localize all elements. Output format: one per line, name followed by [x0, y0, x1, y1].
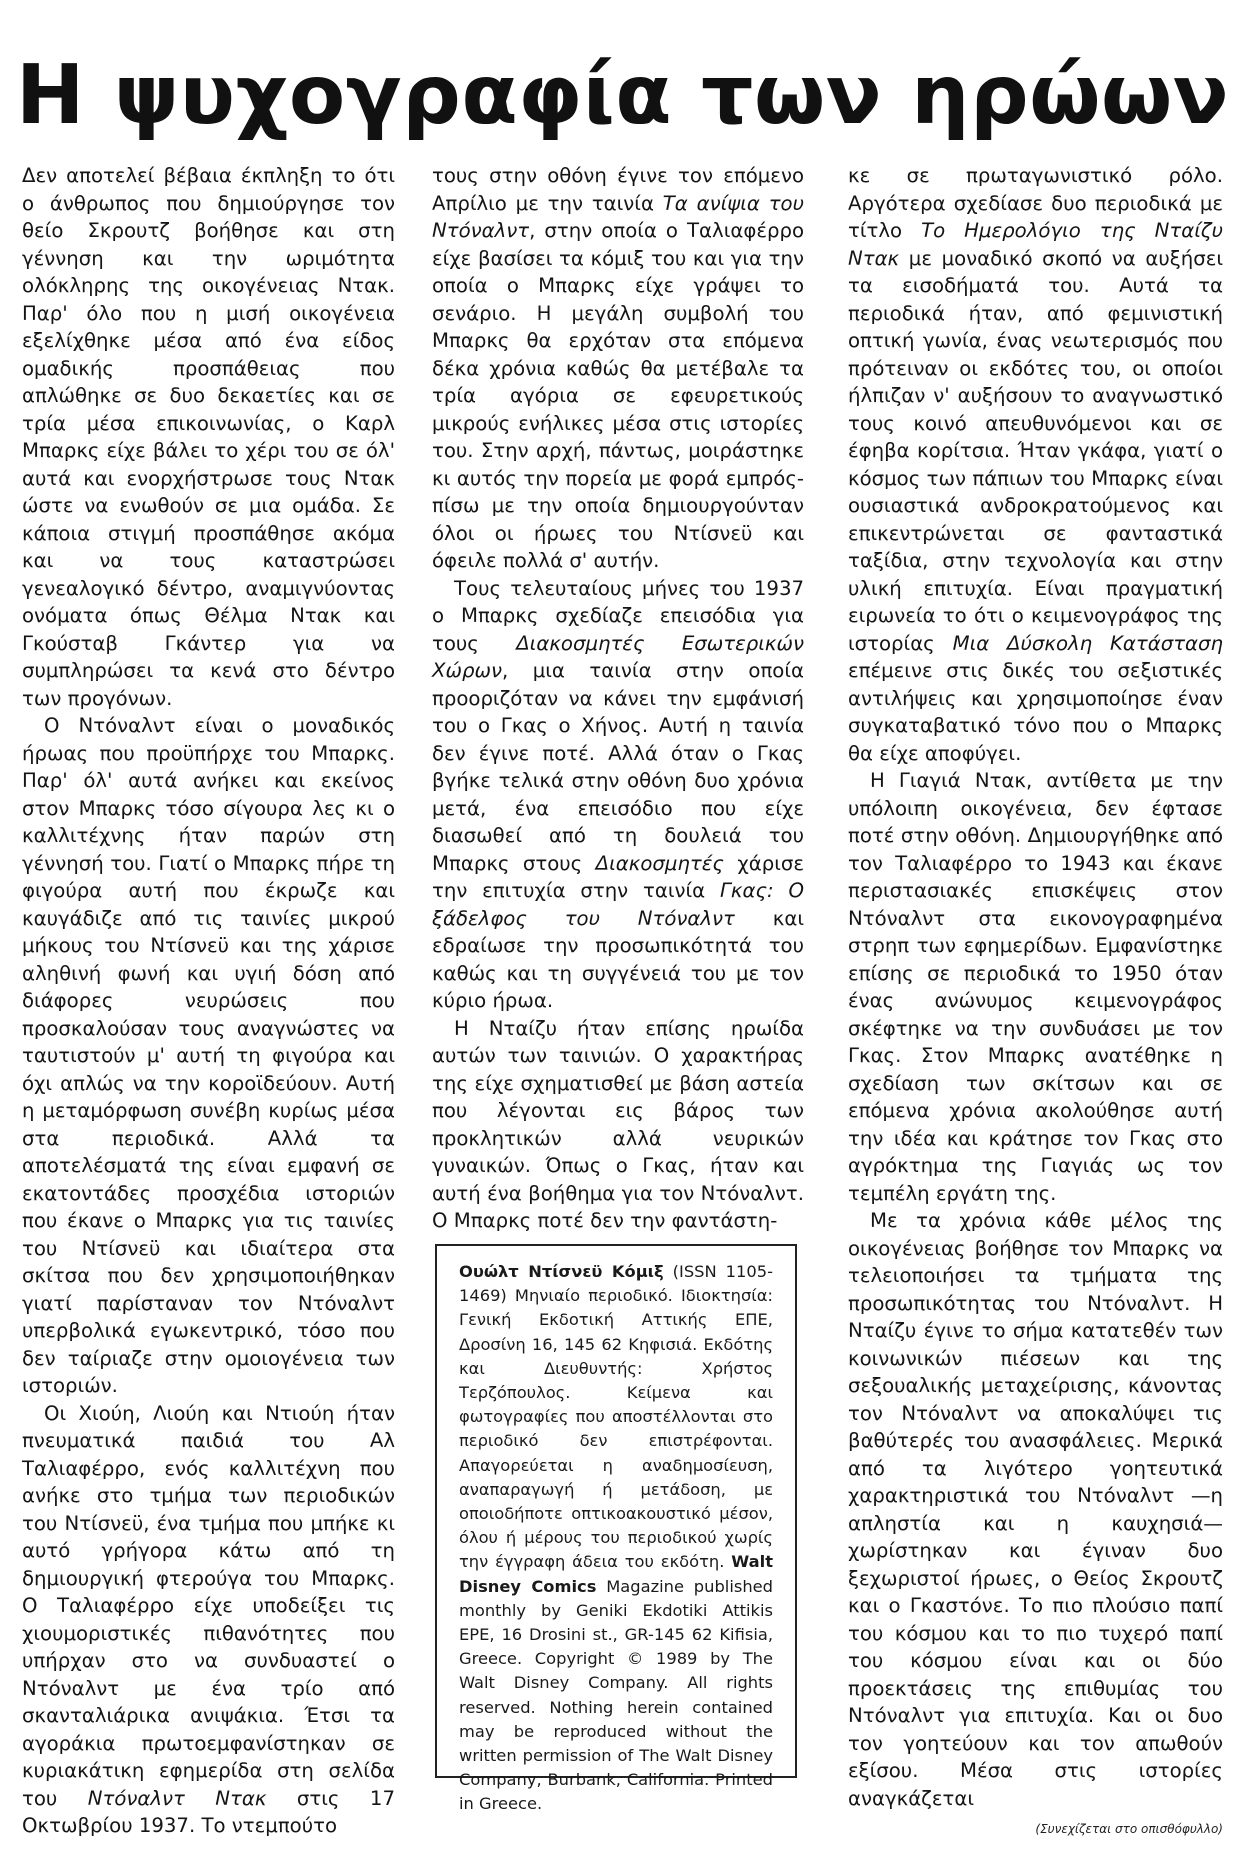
italic-title: Γκας: Ο ξάδελφος του Ντόναλντ	[432, 879, 804, 930]
paragraph	[848, 162, 1223, 767]
italic-title: Μια Δύσκολη Κατάσταση	[952, 631, 1223, 655]
italic-title: Το Ημερολόγιο της Νταίζυ Ντακ	[848, 219, 1223, 270]
paragraph	[432, 162, 804, 575]
text-column-2	[432, 162, 804, 1235]
text-run: , μια ταινία στην οποία προοριζόταν να κάνει την εμφάνισή του ο Γκας ο Χήνος. Αυτή η ταινία δεν έγινε ποτέ. Αλλά όταν ο Γκας βγήκε τελικά στην οθόνη δυο χρόνια μετά, ένα επεισόδιο που είχε διασωθεί από τη δουλειά του Μπαρκς στους	[432, 659, 804, 875]
text-run: στις 17 Οκτωβρίου 1937. Το ντεμπούτο	[22, 1786, 395, 1837]
paragraph: Η Γιαγιά Ντακ, αντίθετα με την υπόλοιπη οικογένεια, δεν έφτασε ποτέ στην οθόνη. Δημιουργήθηκε από τον Ταλιαφέρρο το 1943 και έκανε περιστασιακές επισκέψεις στον Ντόναλντ στα εικονογραφημένα στρηπ των εφημερίδων. Εμφανίστηκε επίσης σε περιοδικά το 1950 όταν ένας ανώνυμος κειμενογράφος σκέφτηκε να την συνδυάσει με τον Γκας. Στον Μπαρκς ανατέθηκε η σχεδίαση των σκίτσων και σε επόμενα χρόνια ακολούθησε αυτή την ιδέα και κράτησε τον Γκας στο αγρόκτημα της Γιαγιάς ως τον τεμπέλη εργάτη της.	[848, 769, 1223, 1205]
text-column-1	[22, 162, 395, 1840]
imprint-box	[435, 1244, 797, 1814]
paragraph	[432, 575, 804, 1015]
paragraph: Με τα χρόνια κάθε μέλος της οικογένειας βοήθησε τον Μπαρκς να τελειοποιήσει τα τμήματα της προσωπικότητας του Ντόναλντ. Η Νταίζυ έγινε το σήμα κατατεθέν των κοινωνικών πιέσεων και της σεξουαλικής μεταχείρισης, κάνοντας τον Ντόναλντ να αποκαλύψει τις βαθύτερές του ανασφάλειες. Μερικά από τα λιγότερο γοητευτικά χαρακτηριστικά του Ντόναλντ —η απληστία και η καυχησιά— χωρίστηκαν και έγιναν δυο ξεχωριστοί ήρωες, ο Θείος Σκρουτζ και ο Γκαστόνε. Το πιο πλούσιο παπί του κόσμου και το πιο τυχερό παπί του κόσμου είναι και οι δύο προεκτάσεις της επιθυμίας του Ντόναλντ για επιτυχία. Και οι δυο τον γοητεύουν και τον απωθούν εξίσου. Μέσα στις ιστορίες αναγκάζεται	[848, 1209, 1223, 1810]
article-title: Η ψυχογραφία των ηρώων	[15, 48, 1230, 143]
text-run: χάρισε την επιτυχία στην ταινία	[432, 851, 805, 902]
italic-title: Ντόναλντ Ντακ	[87, 1786, 267, 1810]
imprint-text-english: Magazine published monthly by Geniki Ekdotiki Attikis EPE, 16 Drosini st., GR-145 62 Kifisia, Greece. Copyright © 1989 by The Walt Disney Company. All rights reserved. Nothing herein contained may be reproduced without the written permission of The Walt Disney Company, Burbank, California. Printed in Greece.	[459, 1576, 773, 1814]
paragraph	[22, 1400, 395, 1840]
text-run: επέμεινε στις δικές του σεξιστικές αντιλήψεις και χρησιμοποίησε έναν συγκαταβατικό τόνο που ο Μπαρκς θα είχε αποφύγει.	[848, 659, 1223, 765]
italic-title: Τα ανίψια του Ντόναλντ	[432, 191, 804, 242]
italic-title: Διακοσμητές	[595, 851, 724, 875]
text-run: Οι Χιούη, Λιούη και Ντιούη ήταν πνευματικά παιδιά του Αλ Ταλιαφέρρο, ενός καλλιτέχνη που ανήκε στο τμήμα των περιοδικών του Ντίσνεϋ, ένα τμήμα που μπήκε κι αυτό γρήγορα κάτω από τη δημιουργική φτερούγα του Μπαρκς. Ο Ταλιαφέρρο είχε υποδείξει τις χιουμοριστικές πιθανότητες που υπήρχαν στο να συνδυαστεί ο Ντόναλντ με ένα τρίο από σκανταλιάρικα ανιψάκια. Έτσι τα αγοράκια πρωτοεμφανίστηκαν σε κυριακάτικη εφημερίδα στη σελίδα του	[22, 1401, 395, 1810]
paragraph: Η Νταίζυ ήταν επίσης ηρωίδα αυτών των ταινιών. Ο χαρακτήρας της είχε σχηματισθεί με βάση αστεία που λέγονται εις βάρος των προκλητικών αλλά νευρικών γυναικών. Όπως ο Γκας, ήταν και αυτή ένα βοήθημα για τον Ντόναλντ. Ο Μπαρκς ποτέ δεν την φαντάστη-	[432, 1016, 804, 1232]
text-run: , στην οποία ο Ταλιαφέρρο είχε βασίσει τα κόμιξ του και για την οποία ο Μπαρκς είχε γράψει το σενάριο. Η μεγάλη συμβολή του Μπαρκς θα ερχόταν στα επόμενα δέκα χρόνια καθώς θα μετέβαλε τα τρία αγόρια σε εφευρετικούς μικρούς ενήλικες μέσα στις ιστορίες του. Στην αρχή, πάντως, μοιράστηκε κι αυτός την πορεία με φορά εμπρός-πίσω με την οποία δημιουργούνταν όλοι οι ήρωες του Ντίσνεϋ και όφειλε πολλά σ' αυτήν.	[432, 219, 804, 572]
paragraph: Ο Ντόναλντ είναι ο μοναδικός ήρωας που προϋπήρχε του Μπαρκς. Παρ' όλ' αυτά ανήκει και εκείνος στον Μπαρκς τόσο σίγουρα λες κι ο καλλιτέχνης ήταν παρών στη γέννησή του. Γιατί ο Μπαρκς πήρε τη φιγούρα αυτή που έκρωζε και καυγάδιζε από τις ταινίες μικρού μήκους του Ντίσνεϋ και της χάρισε αληθινή φωνή και υγιή δόση από διάφορες νευρώσεις που προσκαλούσαν τους αναγνώστες να ταυτιστούν μ' αυτή τη φιγούρα και όχι απλώς να την κοροϊδεύουν. Αυτή η μεταμόρφωση συνέβη κυρίως μέσα στα περιοδικά. Αλλά τα αποτελέσματά της είναι εμφανή σε εκατοντάδες προσχέδια ιστοριών που έκανε ο Μπαρκς για τις ταινίες του Ντίσνεϋ και ιδιαίτερα στα σκίτσα που δεν χρησιμοποιήθηκαν γιατί παρίσταναν τον Ντόναλντ υπερβολικά εγωκεντρικό, τόσο που δεν ταίριαζε στην ομοιογένεια των ιστοριών.	[22, 714, 395, 1397]
text-run: κε σε πρωταγωνιστικό ρόλο. Αργότερα σχεδίασε δυο περιοδικά με τίτλο	[848, 164, 1223, 242]
text-column-3	[848, 162, 1223, 1812]
paragraph: Δεν αποτελεί βέβαια έκπληξη το ότι ο άνθρωπος που δημιούργησε τον θείο Σκρουτζ βοήθησε και στη γέννηση και την ωριμότητα ολόκληρης της οικογένειας Ντακ. Παρ' όλο που η μισή οικογένεια εξελίχθηκε μέσα από ένα είδος ομαδικής προσπάθειας που απλώθηκε σε δυο δεκαετίες και σε τρία μέσα επικοινωνίας, ο Καρλ Μπαρκς είχε βάλει το χέρι του σε όλ' αυτά και ενορχήστρωσε τους Ντακ ώστε να ενωθούν σε μια ομάδα. Σε κάποια στιγμή προσπάθησε ακόμα και να τους καταστρώσει γενεαλογικό δέντρο, αναμιγνύοντας ονόματα όπως Θέλμα Ντακ και Γκούσταβ Γκάντερ για να συμπληρώσει τα κενά στο δέντρο των προγόνων.	[22, 164, 395, 710]
text-run: με μοναδικό σκοπό να αυξήσει τα εισοδήματά του. Αυτά τα περιοδικά ήταν, από φεμινιστική οπτική γωνία, ένας νεωτερισμός που πρότειναν οι εκδότες του, οι οποίοι ήλπιζαν ν' αυξήσουν το αναγνωστικό τους κοινό απευθυνόμενοι και σε έφηβα κορίτσια. Ήταν γκάφα, γιατί ο κόσμος των πάπιων του Μπαρκς είναι ουσιαστικά ανδροκρατούμενος και επικεντρώνεται σε φανταστικά ταξίδια, στην τεχνολογία και στην υλική επιτυχία. Είναι πραγματική ειρωνεία το ότι ο κειμενογράφος της ιστορίας	[848, 246, 1223, 655]
text-run: και εδραίωσε την προσωπικότητά του καθώς και τη συγγένειά του με τον κύριο ήρωα.	[432, 906, 804, 1012]
imprint-title-greek: Ουώλτ Ντίσνεϋ Κόμιξ	[459, 1262, 664, 1281]
italic-title: Διακοσμητές Εσωτερικών Χώρων	[432, 631, 805, 682]
continued-note: (Συνεχίζεται στο οπισθόφυλλο)	[1035, 1822, 1223, 1836]
imprint-text-greek: (ISSN 1105-1469) Μηνιαίο περιοδικό. Ιδιοκτησία: Γενική Εκδοτική Αττικής ΕΠΕ, Δροσίνη 16, 145 62 Κηφισιά. Εκδότης και Διευθυντής: Χρήστος Τερζόπουλος. Κείμενα και φωτογραφίες που αποστέλλονται στο περιοδικό δεν επιστρέφονται. Απαγορεύεται η αναδημοσίευση, αναπαραγωγή ή μετάδοση, με οποιοδήποτε οπτικοακουστικό μέσον, όλου ή μέρους του περιοδικού χωρίς την έγγραφη άδεια του εκδότη.	[459, 1262, 773, 1572]
text-run: Τους τελευταίους μήνες του 1937 ο Μπαρκς σχεδίαζε επεισόδια για τους	[432, 576, 804, 655]
text-run: τους στην οθόνη έγινε τον επόμενο Απρίλιο με την ταινία	[432, 164, 804, 215]
imprint-title-english: Walt Disney Comics	[459, 1552, 773, 1596]
